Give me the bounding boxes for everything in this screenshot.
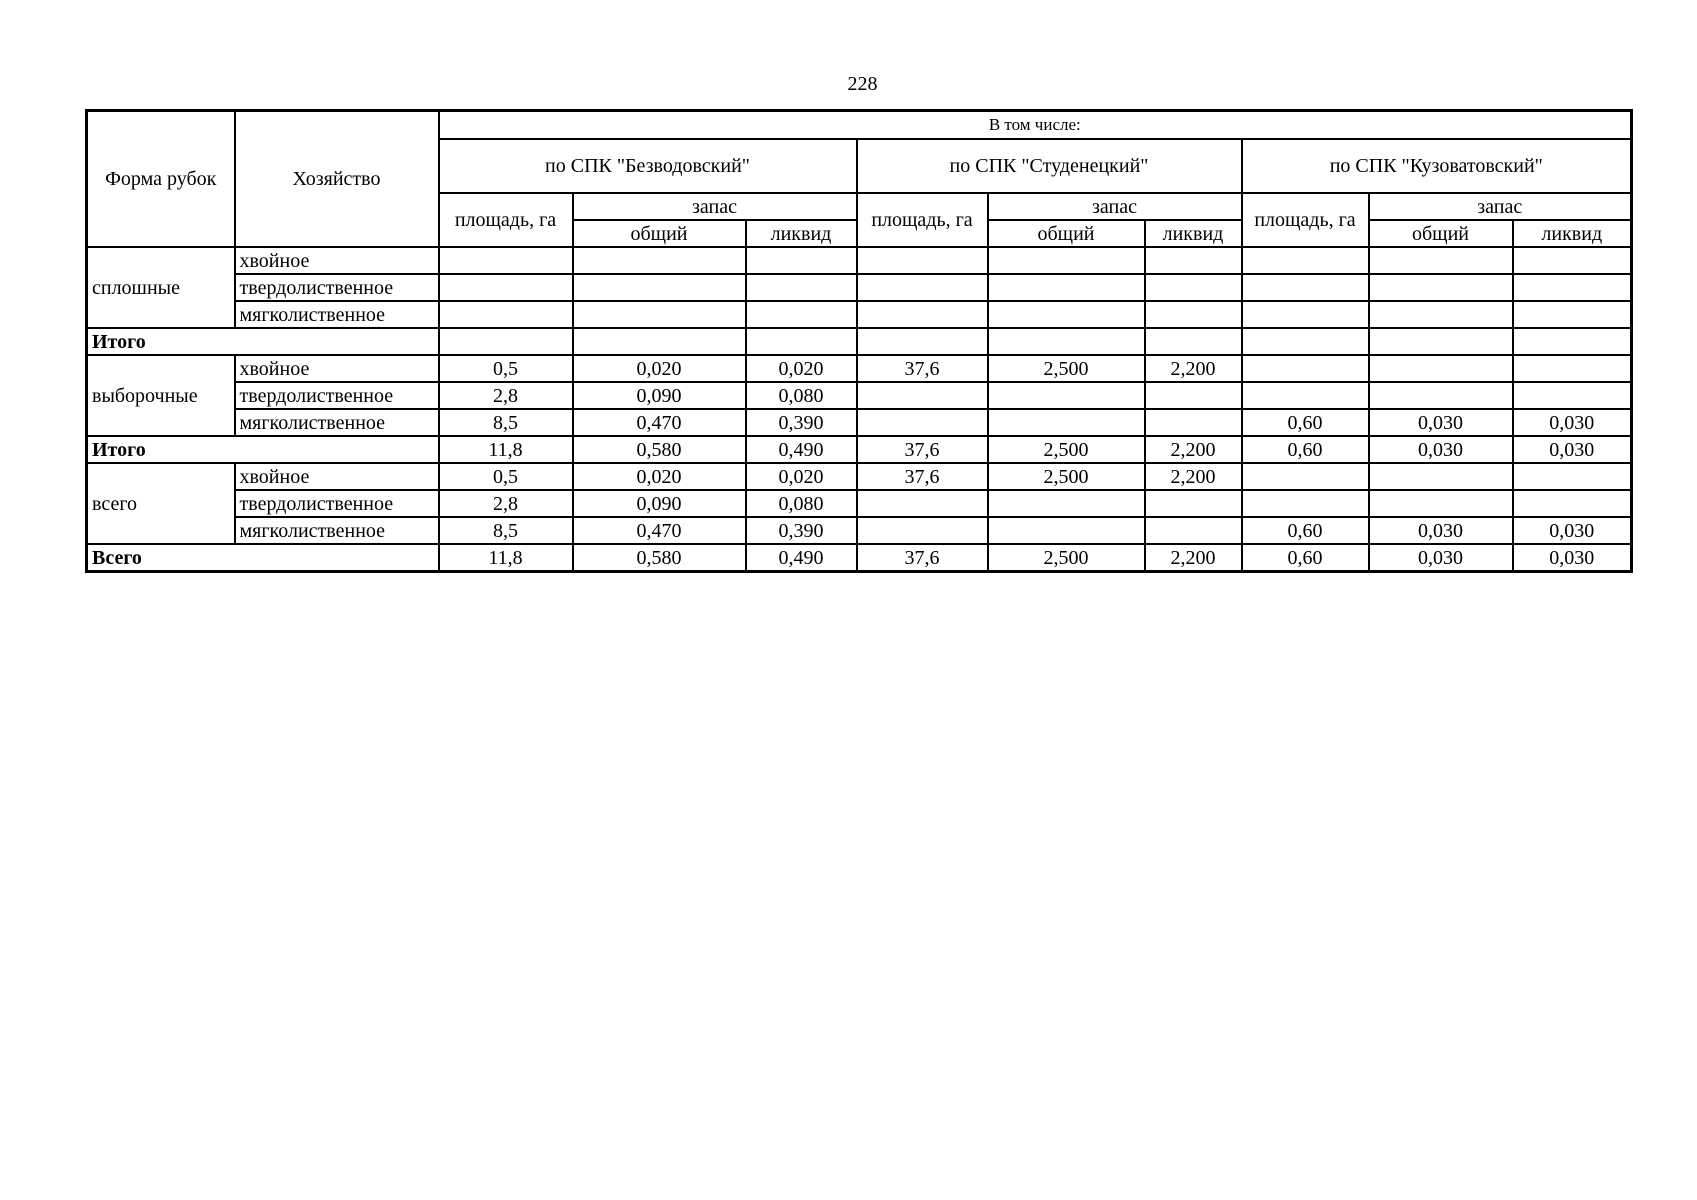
- value-cell: 37,6: [857, 436, 988, 463]
- table-row: [87, 517, 1632, 544]
- value-cell: [988, 490, 1145, 517]
- value-cell: [573, 274, 746, 301]
- header-likvid: ликвид: [1513, 220, 1632, 247]
- value-cell: 0,080: [746, 490, 857, 517]
- value-cell: [1513, 382, 1632, 409]
- value-cell: 11,8: [439, 436, 573, 463]
- value-cell: [1369, 355, 1513, 382]
- table-row: [87, 382, 1632, 409]
- value-cell: [439, 247, 573, 274]
- value-cell: [1242, 490, 1369, 517]
- farm-type-label: мягколиственное: [235, 409, 439, 436]
- value-cell: [1145, 382, 1242, 409]
- value-cell: [1369, 490, 1513, 517]
- farm-type-label: хвойное: [235, 247, 439, 274]
- value-cell: 0,030: [1513, 544, 1632, 572]
- value-cell: [1369, 382, 1513, 409]
- value-cell: [1145, 328, 1242, 355]
- value-cell: [573, 328, 746, 355]
- value-cell: [1369, 301, 1513, 328]
- header-zapas: запас: [1369, 193, 1632, 220]
- header-obshiy: общий: [573, 220, 746, 247]
- total-row: [87, 544, 1632, 572]
- header-farm-studenetsky: по СПК "Студенецкий": [857, 139, 1242, 193]
- value-cell: [1242, 355, 1369, 382]
- total-label: Итого: [87, 328, 439, 355]
- header-hozyaystvo: Хозяйство: [235, 111, 439, 248]
- value-cell: [1513, 490, 1632, 517]
- value-cell: 0,390: [746, 409, 857, 436]
- value-cell: 2,500: [988, 544, 1145, 572]
- value-cell: [439, 328, 573, 355]
- value-cell: 0,030: [1513, 517, 1632, 544]
- value-cell: [988, 274, 1145, 301]
- value-cell: [1242, 274, 1369, 301]
- value-cell: [1242, 328, 1369, 355]
- value-cell: 0,60: [1242, 517, 1369, 544]
- value-cell: [857, 490, 988, 517]
- group-label: сплошные: [87, 247, 235, 328]
- value-cell: [1145, 301, 1242, 328]
- header-ploshad: площадь, га: [857, 193, 988, 247]
- value-cell: 2,500: [988, 463, 1145, 490]
- value-cell: 0,490: [746, 544, 857, 572]
- value-cell: 0,020: [573, 355, 746, 382]
- header-farm-bezvodovsky: по СПК "Безводовский": [439, 139, 857, 193]
- value-cell: [1513, 274, 1632, 301]
- value-cell: 0,60: [1242, 436, 1369, 463]
- value-cell: 0,030: [1369, 544, 1513, 572]
- header-likvid: ликвид: [1145, 220, 1242, 247]
- value-cell: [1145, 517, 1242, 544]
- value-cell: [857, 382, 988, 409]
- value-cell: 2,200: [1145, 355, 1242, 382]
- value-cell: [988, 382, 1145, 409]
- value-cell: 0,390: [746, 517, 857, 544]
- value-cell: [1513, 247, 1632, 274]
- value-cell: [1513, 463, 1632, 490]
- table-row: [87, 355, 1632, 382]
- value-cell: 0,5: [439, 463, 573, 490]
- farm-type-label: мягколиственное: [235, 517, 439, 544]
- value-cell: 0,030: [1513, 436, 1632, 463]
- farm-type-label: твердолиственное: [235, 274, 439, 301]
- value-cell: 0,080: [746, 382, 857, 409]
- page-number: 228: [847, 73, 878, 95]
- value-cell: 37,6: [857, 544, 988, 572]
- value-cell: 0,020: [573, 463, 746, 490]
- value-cell: [1513, 355, 1632, 382]
- header-obshiy: общий: [988, 220, 1145, 247]
- value-cell: [746, 247, 857, 274]
- value-cell: 37,6: [857, 463, 988, 490]
- value-cell: 2,200: [1145, 463, 1242, 490]
- table-row: [87, 463, 1632, 490]
- value-cell: [746, 328, 857, 355]
- value-cell: 2,500: [988, 436, 1145, 463]
- value-cell: 8,5: [439, 409, 573, 436]
- value-cell: [1242, 301, 1369, 328]
- value-cell: 0,580: [573, 544, 746, 572]
- value-cell: 2,200: [1145, 544, 1242, 572]
- farm-type-label: твердолиственное: [235, 382, 439, 409]
- value-cell: 0,090: [573, 490, 746, 517]
- value-cell: 0,090: [573, 382, 746, 409]
- value-cell: [988, 517, 1145, 544]
- value-cell: 37,6: [857, 355, 988, 382]
- value-cell: [1145, 247, 1242, 274]
- value-cell: [573, 247, 746, 274]
- value-cell: [1513, 328, 1632, 355]
- value-cell: 0,030: [1369, 409, 1513, 436]
- value-cell: [1242, 247, 1369, 274]
- value-cell: [1369, 274, 1513, 301]
- value-cell: [857, 517, 988, 544]
- header-zapas: запас: [988, 193, 1242, 220]
- header-v-tom-chisle: В том числе:: [439, 111, 1632, 140]
- total-label: Итого: [87, 436, 439, 463]
- value-cell: 2,8: [439, 382, 573, 409]
- value-cell: 0,490: [746, 436, 857, 463]
- value-cell: 0,030: [1369, 517, 1513, 544]
- value-cell: 0,60: [1242, 544, 1369, 572]
- farm-type-label: хвойное: [235, 355, 439, 382]
- header-farm-kuzovatovsky: по СПК "Кузоватовский": [1242, 139, 1632, 193]
- header-obshiy: общий: [1369, 220, 1513, 247]
- value-cell: 0,470: [573, 409, 746, 436]
- header-ploshad: площадь, га: [439, 193, 573, 247]
- value-cell: 0,5: [439, 355, 573, 382]
- value-cell: [857, 409, 988, 436]
- value-cell: 11,8: [439, 544, 573, 572]
- value-cell: 2,200: [1145, 436, 1242, 463]
- total-label: Всего: [87, 544, 439, 572]
- value-cell: 0,580: [573, 436, 746, 463]
- value-cell: 0,030: [1369, 436, 1513, 463]
- value-cell: [1513, 301, 1632, 328]
- table-row: [87, 274, 1632, 301]
- value-cell: 0,020: [746, 463, 857, 490]
- farm-type-label: твердолиственное: [235, 490, 439, 517]
- value-cell: [988, 247, 1145, 274]
- header-forma-rubok: Форма рубок: [87, 111, 235, 248]
- value-cell: [857, 301, 988, 328]
- value-cell: [1145, 274, 1242, 301]
- value-cell: 2,500: [988, 355, 1145, 382]
- value-cell: [746, 274, 857, 301]
- value-cell: [1369, 463, 1513, 490]
- value-cell: [988, 328, 1145, 355]
- farm-type-label: мягколиственное: [235, 301, 439, 328]
- header-ploshad: площадь, га: [1242, 193, 1369, 247]
- value-cell: 0,030: [1513, 409, 1632, 436]
- value-cell: 0,470: [573, 517, 746, 544]
- value-cell: [1242, 382, 1369, 409]
- table-row: [87, 490, 1632, 517]
- value-cell: 0,020: [746, 355, 857, 382]
- value-cell: [573, 301, 746, 328]
- header-zapas: запас: [573, 193, 857, 220]
- table-row: [87, 247, 1632, 274]
- table-row: [87, 409, 1632, 436]
- value-cell: [1369, 247, 1513, 274]
- value-cell: [857, 247, 988, 274]
- value-cell: [1145, 490, 1242, 517]
- group-label: выборочные: [87, 355, 235, 436]
- value-cell: [1242, 463, 1369, 490]
- logging-table: [85, 109, 1633, 573]
- value-cell: 0,60: [1242, 409, 1369, 436]
- header-likvid: ликвид: [746, 220, 857, 247]
- value-cell: [1369, 328, 1513, 355]
- table-row: [87, 301, 1632, 328]
- group-label: всего: [87, 463, 235, 544]
- value-cell: [439, 274, 573, 301]
- header-row-top: [87, 111, 1632, 140]
- value-cell: 8,5: [439, 517, 573, 544]
- value-cell: [1145, 409, 1242, 436]
- value-cell: [857, 328, 988, 355]
- value-cell: [857, 274, 988, 301]
- total-row: [87, 436, 1632, 463]
- total-row: [87, 328, 1632, 355]
- value-cell: 2,8: [439, 490, 573, 517]
- value-cell: [746, 301, 857, 328]
- value-cell: [988, 409, 1145, 436]
- farm-type-label: хвойное: [235, 463, 439, 490]
- value-cell: [988, 301, 1145, 328]
- value-cell: [439, 301, 573, 328]
